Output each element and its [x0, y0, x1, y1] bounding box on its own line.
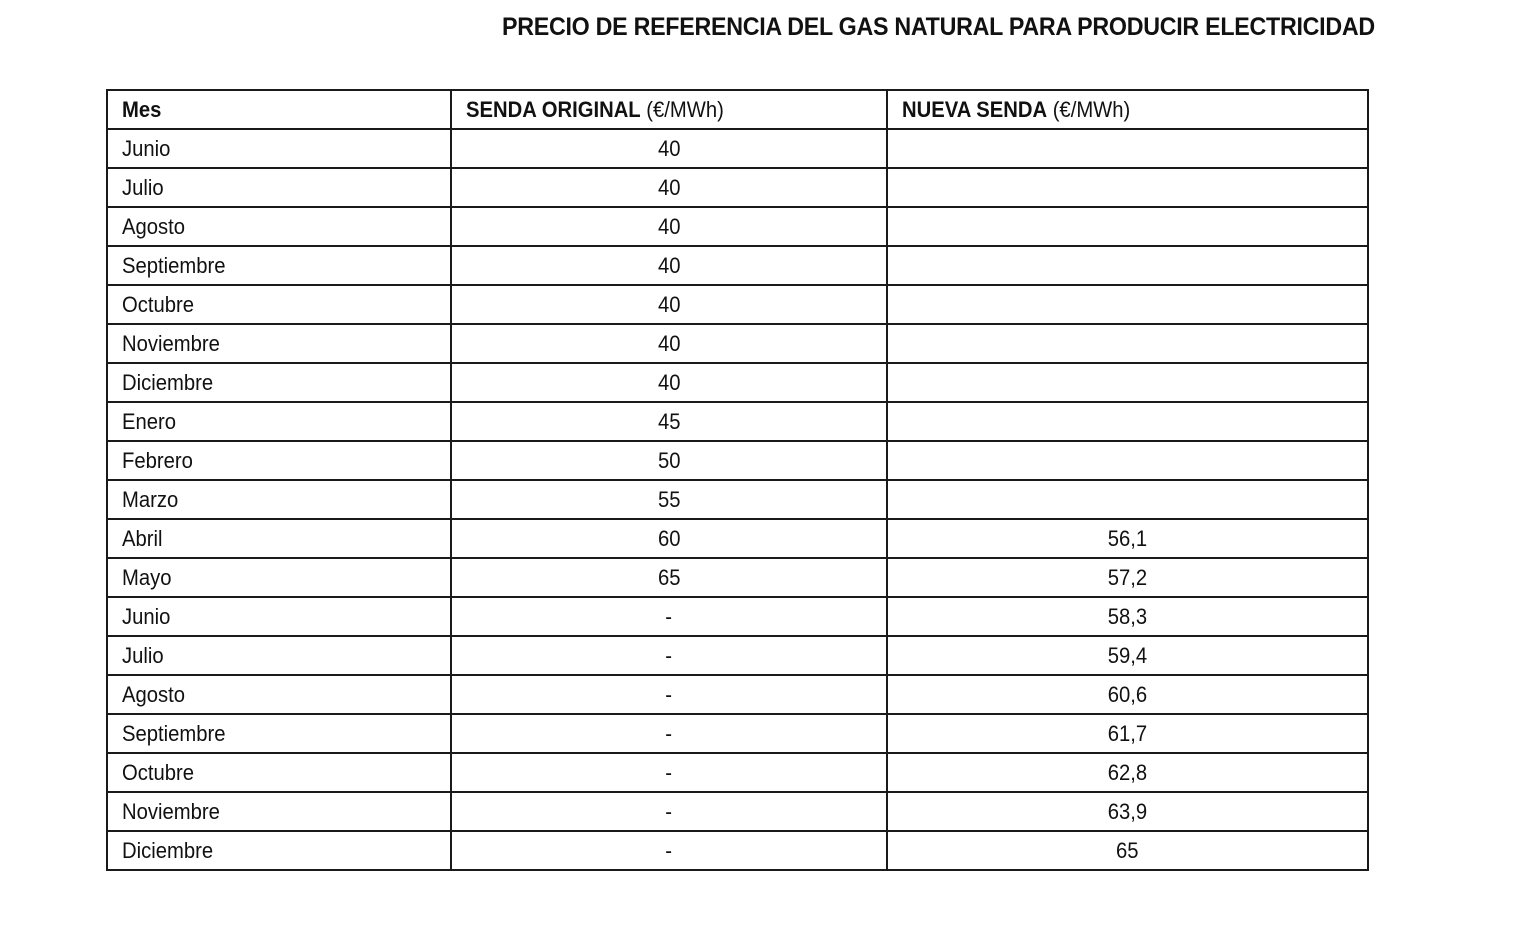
cell-nueva-senda-text: 61,7 [1107, 721, 1148, 746]
cell-senda-original [451, 519, 887, 558]
table-row [107, 831, 1368, 870]
cell-nueva-senda [887, 519, 1368, 558]
table-header-row [107, 90, 1368, 129]
cell-senda-original [451, 168, 887, 207]
table-row [107, 714, 1368, 753]
cell-mes-text: Julio [122, 643, 164, 668]
header-nueva-senda-unit: (€/MWh) [1047, 97, 1131, 122]
cell-senda-original-text: - [665, 721, 673, 746]
cell-mes [107, 168, 451, 207]
cell-nueva-senda-text: 58,3 [1107, 604, 1148, 629]
header-mes-label: Mes [122, 97, 162, 122]
cell-nueva-senda-text: 63,9 [1107, 799, 1148, 824]
cell-nueva-senda [887, 402, 1368, 441]
cell-mes-text: Noviembre [122, 331, 220, 356]
cell-nueva-senda [887, 675, 1368, 714]
table-row [107, 402, 1368, 441]
cell-nueva-senda-text: 60,6 [1107, 682, 1148, 707]
header-senda-original-unit: (€/MWh) [640, 97, 724, 122]
cell-nueva-senda [887, 441, 1368, 480]
cell-senda-original-text: 65 [657, 565, 681, 590]
cell-senda-original [451, 441, 887, 480]
table-row [107, 129, 1368, 168]
cell-nueva-senda-text: 59,4 [1107, 643, 1148, 668]
cell-mes-text: Julio [122, 175, 164, 200]
cell-senda-original [451, 285, 887, 324]
cell-senda-original [451, 558, 887, 597]
cell-nueva-senda [887, 129, 1368, 168]
page-title: PRECIO DE REFERENCIA DEL GAS NATURAL PARA PRODUCIR ELECTRICIDAD [502, 13, 1375, 41]
table-row [107, 441, 1368, 480]
cell-mes-text: Agosto [122, 682, 186, 707]
cell-mes-text: Mayo [122, 565, 172, 590]
cell-senda-original [451, 714, 887, 753]
cell-senda-original [451, 246, 887, 285]
cell-senda-original-text: 45 [657, 409, 681, 434]
cell-mes [107, 675, 451, 714]
cell-mes [107, 285, 451, 324]
cell-mes-text: Abril [122, 526, 163, 551]
cell-nueva-senda [887, 246, 1368, 285]
table-row [107, 519, 1368, 558]
cell-mes [107, 792, 451, 831]
cell-nueva-senda [887, 363, 1368, 402]
cell-senda-original-text: - [665, 643, 673, 668]
cell-senda-original-text: 55 [657, 487, 681, 512]
cell-mes [107, 519, 451, 558]
header-nueva-senda-label: NUEVA SENDA [902, 97, 1048, 122]
cell-senda-original-text: - [665, 682, 673, 707]
header-senda-original-label: SENDA ORIGINAL [466, 97, 641, 122]
cell-senda-original [451, 324, 887, 363]
cell-senda-original [451, 129, 887, 168]
cell-nueva-senda-text: 57,2 [1107, 565, 1148, 590]
cell-mes [107, 207, 451, 246]
cell-mes-text: Diciembre [122, 370, 214, 395]
cell-senda-original [451, 792, 887, 831]
cell-senda-original-text: 40 [657, 214, 681, 239]
cell-senda-original-text: 40 [657, 175, 681, 200]
table-row [107, 675, 1368, 714]
cell-nueva-senda-text: 56,1 [1107, 526, 1148, 551]
cell-senda-original-text: - [665, 760, 673, 785]
table-row [107, 792, 1368, 831]
cell-mes [107, 402, 451, 441]
cell-mes [107, 831, 451, 870]
cell-senda-original-text: - [665, 838, 673, 863]
header-nueva-senda [887, 90, 1368, 129]
cell-nueva-senda [887, 168, 1368, 207]
cell-senda-original [451, 402, 887, 441]
header-senda-original [451, 90, 887, 129]
cell-mes [107, 753, 451, 792]
table-row [107, 324, 1368, 363]
cell-nueva-senda-text: 62,8 [1107, 760, 1148, 785]
cell-mes [107, 480, 451, 519]
table-row [107, 207, 1368, 246]
cell-mes-text: Agosto [122, 214, 186, 239]
cell-nueva-senda [887, 714, 1368, 753]
cell-mes [107, 597, 451, 636]
cell-nueva-senda [887, 636, 1368, 675]
cell-senda-original-text: 40 [657, 370, 681, 395]
cell-senda-original [451, 597, 887, 636]
cell-mes-text: Junio [122, 604, 171, 629]
cell-mes-text: Junio [122, 136, 171, 161]
cell-mes-text: Marzo [122, 487, 179, 512]
cell-mes [107, 363, 451, 402]
cell-mes-text: Febrero [122, 448, 193, 473]
cell-senda-original [451, 675, 887, 714]
table-body [107, 129, 1368, 870]
cell-senda-original-text: 40 [657, 331, 681, 356]
cell-senda-original [451, 480, 887, 519]
cell-senda-original-text: 40 [657, 136, 681, 161]
cell-senda-original [451, 636, 887, 675]
table-row [107, 636, 1368, 675]
cell-senda-original [451, 207, 887, 246]
cell-senda-original-text: 50 [657, 448, 681, 473]
cell-mes [107, 129, 451, 168]
table-row [107, 246, 1368, 285]
cell-mes [107, 714, 451, 753]
cell-mes-text: Septiembre [122, 721, 226, 746]
table-row [107, 558, 1368, 597]
gas-price-table [106, 89, 1369, 871]
cell-senda-original-text: - [665, 604, 673, 629]
cell-mes-text: Octubre [122, 760, 195, 785]
cell-mes-text: Diciembre [122, 838, 214, 863]
cell-mes [107, 441, 451, 480]
cell-nueva-senda [887, 831, 1368, 870]
cell-senda-original-text: - [665, 799, 673, 824]
cell-nueva-senda [887, 285, 1368, 324]
cell-nueva-senda [887, 558, 1368, 597]
header-mes [107, 90, 451, 129]
table-row [107, 285, 1368, 324]
table-row [107, 480, 1368, 519]
cell-senda-original-text: 40 [657, 292, 681, 317]
cell-nueva-senda [887, 792, 1368, 831]
cell-nueva-senda [887, 207, 1368, 246]
cell-mes [107, 246, 451, 285]
table-row [107, 168, 1368, 207]
cell-nueva-senda-text: 65 [1116, 838, 1139, 863]
cell-mes-text: Octubre [122, 292, 195, 317]
cell-mes-text: Noviembre [122, 799, 220, 824]
cell-senda-original-text: 60 [657, 526, 681, 551]
cell-nueva-senda [887, 753, 1368, 792]
cell-senda-original [451, 753, 887, 792]
cell-nueva-senda [887, 480, 1368, 519]
cell-mes [107, 636, 451, 675]
cell-nueva-senda [887, 597, 1368, 636]
cell-nueva-senda [887, 324, 1368, 363]
cell-mes-text: Enero [122, 409, 177, 434]
cell-mes [107, 324, 451, 363]
table-row [107, 363, 1368, 402]
table-row [107, 753, 1368, 792]
cell-senda-original [451, 363, 887, 402]
table-row [107, 597, 1368, 636]
cell-senda-original-text: 40 [657, 253, 681, 278]
cell-senda-original [451, 831, 887, 870]
cell-mes-text: Septiembre [122, 253, 226, 278]
cell-mes [107, 558, 451, 597]
